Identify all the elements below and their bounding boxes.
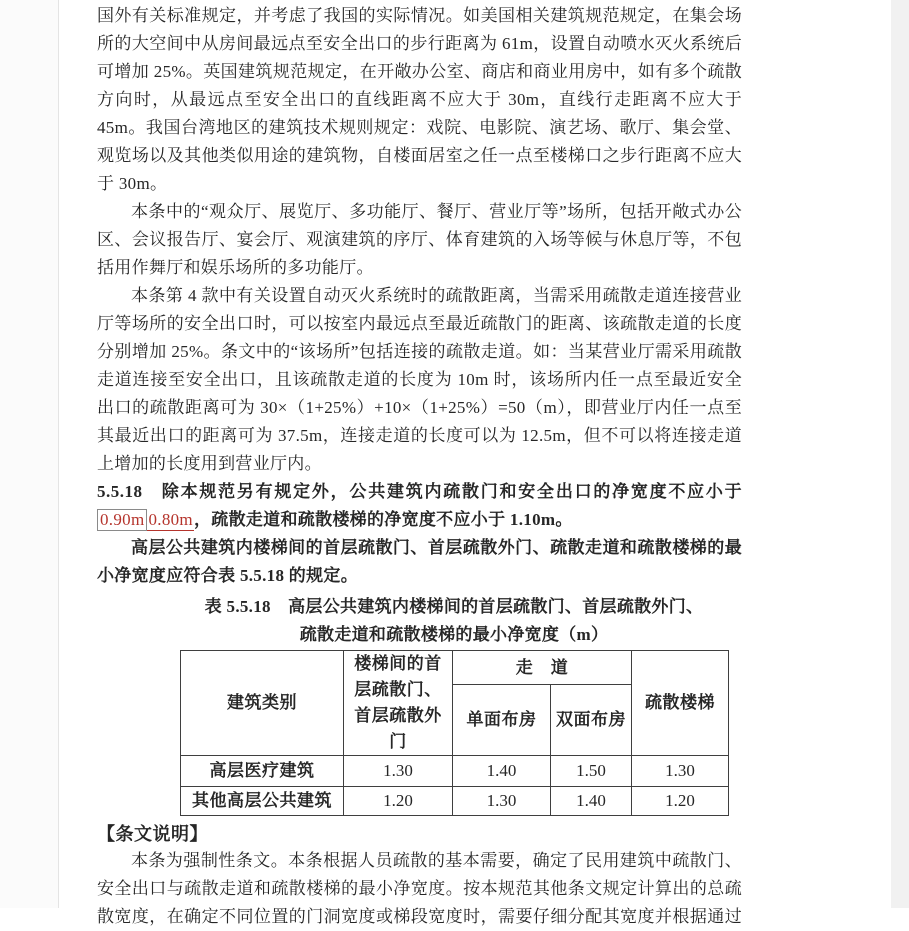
clause-number: 5.5.18	[97, 482, 143, 501]
row-category-cell: 其他高层公共建筑	[181, 787, 344, 816]
page-left-margin	[0, 0, 59, 908]
value-cell: 1.30	[453, 787, 551, 816]
body-paragraph-sprinkler-distance: 本条第 4 款中有关设置自动灭火系统时的疏散距离，当需采用疏散走道连接营业厅等场所的安全出口时，可以按室内最远点至最近疏散门的距离、该疏散走道的长度分别增加 25%。条文中的“该场所”包括连接的疏散走道。如：当某营业厅需采用疏散走道连接至安全出口，且该疏散走道的长度为 10m 时，该场所内任一点至最近安全出口的疏散距离可为 30×（1+25%）+10×（1+25%）=50（m），即营业厅内任一点至其最近出口的距离可为 37.5m，连接走道的长度可以为 12.5m，但不可以将连接走道上增加的长度用到营业厅内。	[97, 286, 742, 473]
value-cell: 1.40	[453, 756, 551, 787]
clause-new-width-value: 0.80m	[148, 510, 193, 529]
clause-5-5-18	[97, 478, 742, 534]
clause-text-before: 除本规范另有规定外，公共建筑内疏散门和安全出口的净宽度不应小于	[160, 482, 742, 501]
header-cell-first-floor-doors: 楼梯间的首层疏散门、首层疏散外门	[344, 651, 453, 756]
body-paragraph-highrise-widths: 高层公共建筑内楼梯间的首层疏散门、首层疏散外门、疏散走道和疏散楼梯的最小净宽度应符合表 5.5.18 的规定。	[97, 538, 742, 585]
value-cell: 1.30	[632, 756, 729, 787]
table-header-row-1	[181, 651, 729, 685]
body-paragraph-foreign-standards: 国外有关标准规定，并考虑了我国的实际情况。如美国相关建筑规范规定，在集会场所的大空间中从房间最远点至安全出口的步行距离为 61m，设置自动喷水灭火系统后可增加 25%。英国建筑规范规定，在开敞办公室、商店和商业用房中，如有多个疏散方向时，从最远点至安全出口的直线距离不应大于 30m，直线行走距离不应大于 45m。我国台湾地区的建筑技术规则规定：戏院、电影院、演艺场、歌厅、集会堂、观览场以及其他类似用途的建筑物，自楼面居室之任一点至楼梯口之步行距离不应大于 30m。	[97, 6, 742, 193]
header-cell-stairs: 疏散楼梯	[632, 651, 729, 756]
page-right-margin	[891, 0, 909, 908]
clause-text-after: ，疏散走道和疏散楼梯的净宽度不应小于 1.10m。	[193, 510, 573, 529]
table-row-medical	[181, 756, 729, 787]
page-content	[97, 2, 742, 931]
header-cell-single-side: 单面布房	[453, 685, 551, 756]
value-cell: 1.20	[344, 787, 453, 816]
body-paragraph-hall-scope: 本条中的“观众厅、展览厅、多功能厅、餐厅、营业厅等”场所，包括开敞式办公区、会议报告厅、宴会厅、观演建筑的序厅、体育建筑的入场等候与休息厅等，不包括用作舞厅和娱乐场所的多功能厅。	[97, 202, 742, 277]
header-cell-corridor: 走 道	[453, 651, 632, 685]
value-cell: 1.40	[551, 787, 632, 816]
header-cell-double-side: 双面布房	[551, 685, 632, 756]
commentary-paragraph: 本条为强制性条文。本条根据人员疏散的基本需要，确定了民用建筑中疏散门、安全出口与疏散走道和疏散楼梯的最小净宽度。按本规范其他条文规定计算出的总疏散宽度，在确定不同位置的门洞宽度或梯段宽度时，需要仔细分配其宽度并根据通过	[97, 851, 742, 926]
header-cell-category: 建筑类别	[181, 651, 344, 756]
clause-old-width-value: 0.90m	[97, 509, 147, 531]
table-title-line-2: 疏散走道和疏散楼梯的最小净宽度（m）	[299, 625, 609, 644]
table-title-line-1: 表 5.5.18 高层公共建筑内楼梯间的首层疏散门、首层疏散外门、	[204, 597, 704, 616]
value-cell: 1.50	[551, 756, 632, 787]
value-cell: 1.30	[344, 756, 453, 787]
commentary-section-label: 【条文说明】	[97, 824, 208, 844]
value-cell: 1.20	[632, 787, 729, 816]
min-width-spec-table	[180, 650, 729, 816]
row-category-cell: 高层医疗建筑	[181, 756, 344, 787]
table-row-other-public	[181, 787, 729, 816]
